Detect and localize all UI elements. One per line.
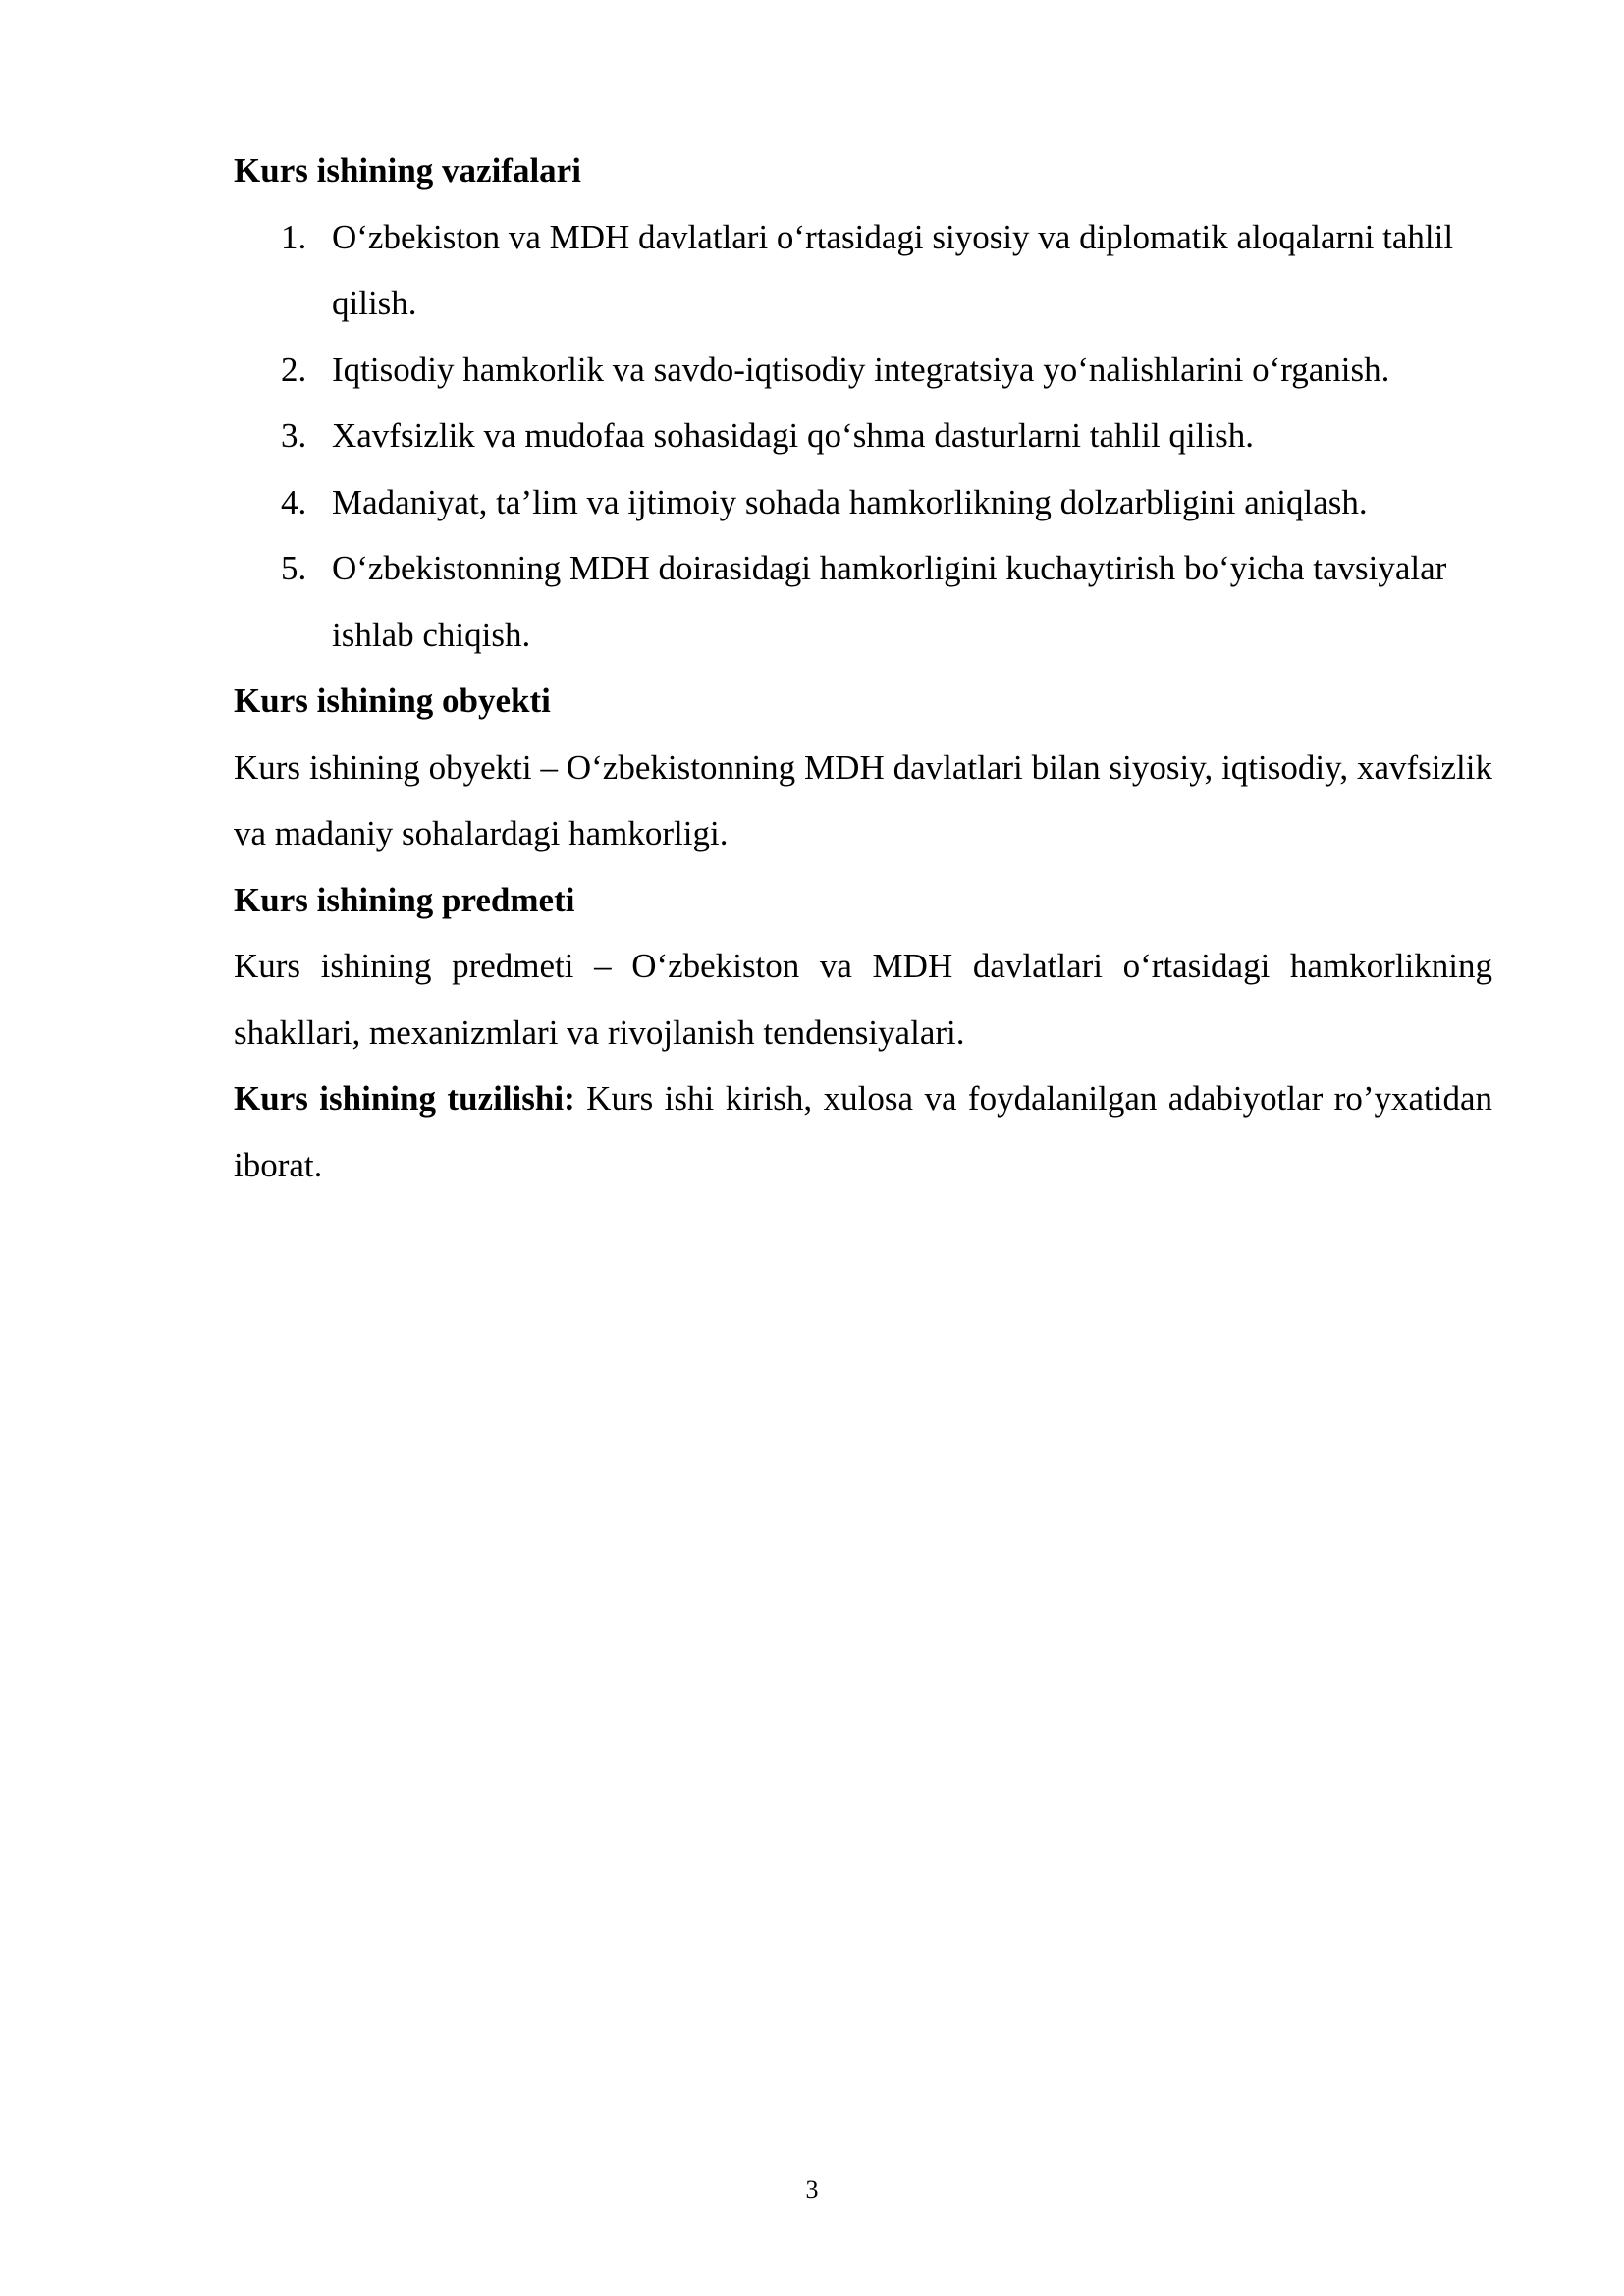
- list-item: [234, 204, 1492, 337]
- list-item-number: 3.: [281, 416, 307, 455]
- list-item-text: Iqtisodiy hamkorlik va savdo-iqtisodiy integratsiya yo‘nalishlarini o‘rganish.: [332, 350, 1390, 389]
- subject-paragraph: Kurs ishining predmeti – O‘zbekiston va MDH davlatlari o‘rtasidagi hamkorlikning shakllari, mexanizmlari va rivojlanish tendensiyalari.: [234, 947, 1492, 1052]
- list-item-text: Madaniyat, ta’lim va ijtimoiy sohada hamkorlikning dolzarbligini aniqlash.: [332, 482, 1368, 521]
- list-item-text: Xavfsizlik va mudofaa sohasidagi qo‘shma dasturlarni tahlil qilish.: [332, 416, 1254, 455]
- list-item-text: O‘zbekistonning MDH doirasidagi hamkorligini kuchaytirish bo‘yicha tavsiyalar ishlab chiqish.: [332, 549, 1447, 654]
- page-number: 3: [805, 2175, 819, 2204]
- page-content: [234, 137, 1492, 1198]
- tasks-heading: Kurs ishining vazifalari: [234, 151, 581, 190]
- list-item-number: 2.: [281, 350, 307, 389]
- list-item: [234, 403, 1492, 469]
- list-item-text: O‘zbekiston va MDH davlatlari o‘rtasidagi siyosiy va diplomatik aloqalarni tahlil qilish.: [332, 217, 1454, 322]
- tasks-list: [234, 204, 1492, 669]
- list-item-number: 1.: [281, 217, 307, 256]
- structure-text: Kurs ishi kirish, xulosa va foydalanilgan adabiyotlar ro’yxatidan iborat.: [234, 1079, 1493, 1184]
- list-item-number: 5.: [281, 549, 307, 587]
- list-item: [234, 535, 1492, 668]
- object-paragraph: Kurs ishining obyekti – O‘zbekistonning MDH davlatlari bilan siyosiy, iqtisodiy, xavfsizlik va madaniy sohalardagi hamkorligi.: [234, 747, 1492, 852]
- list-item-number: 4.: [281, 482, 307, 521]
- object-heading: Kurs ishining obyekti: [234, 682, 551, 720]
- list-item: [234, 469, 1492, 536]
- structure-label: Kurs ishining tuzilishi:: [234, 1079, 575, 1118]
- subject-heading: Kurs ishining predmeti: [234, 880, 575, 919]
- list-item: [234, 337, 1492, 404]
- structure-paragraph: [234, 1066, 1492, 1198]
